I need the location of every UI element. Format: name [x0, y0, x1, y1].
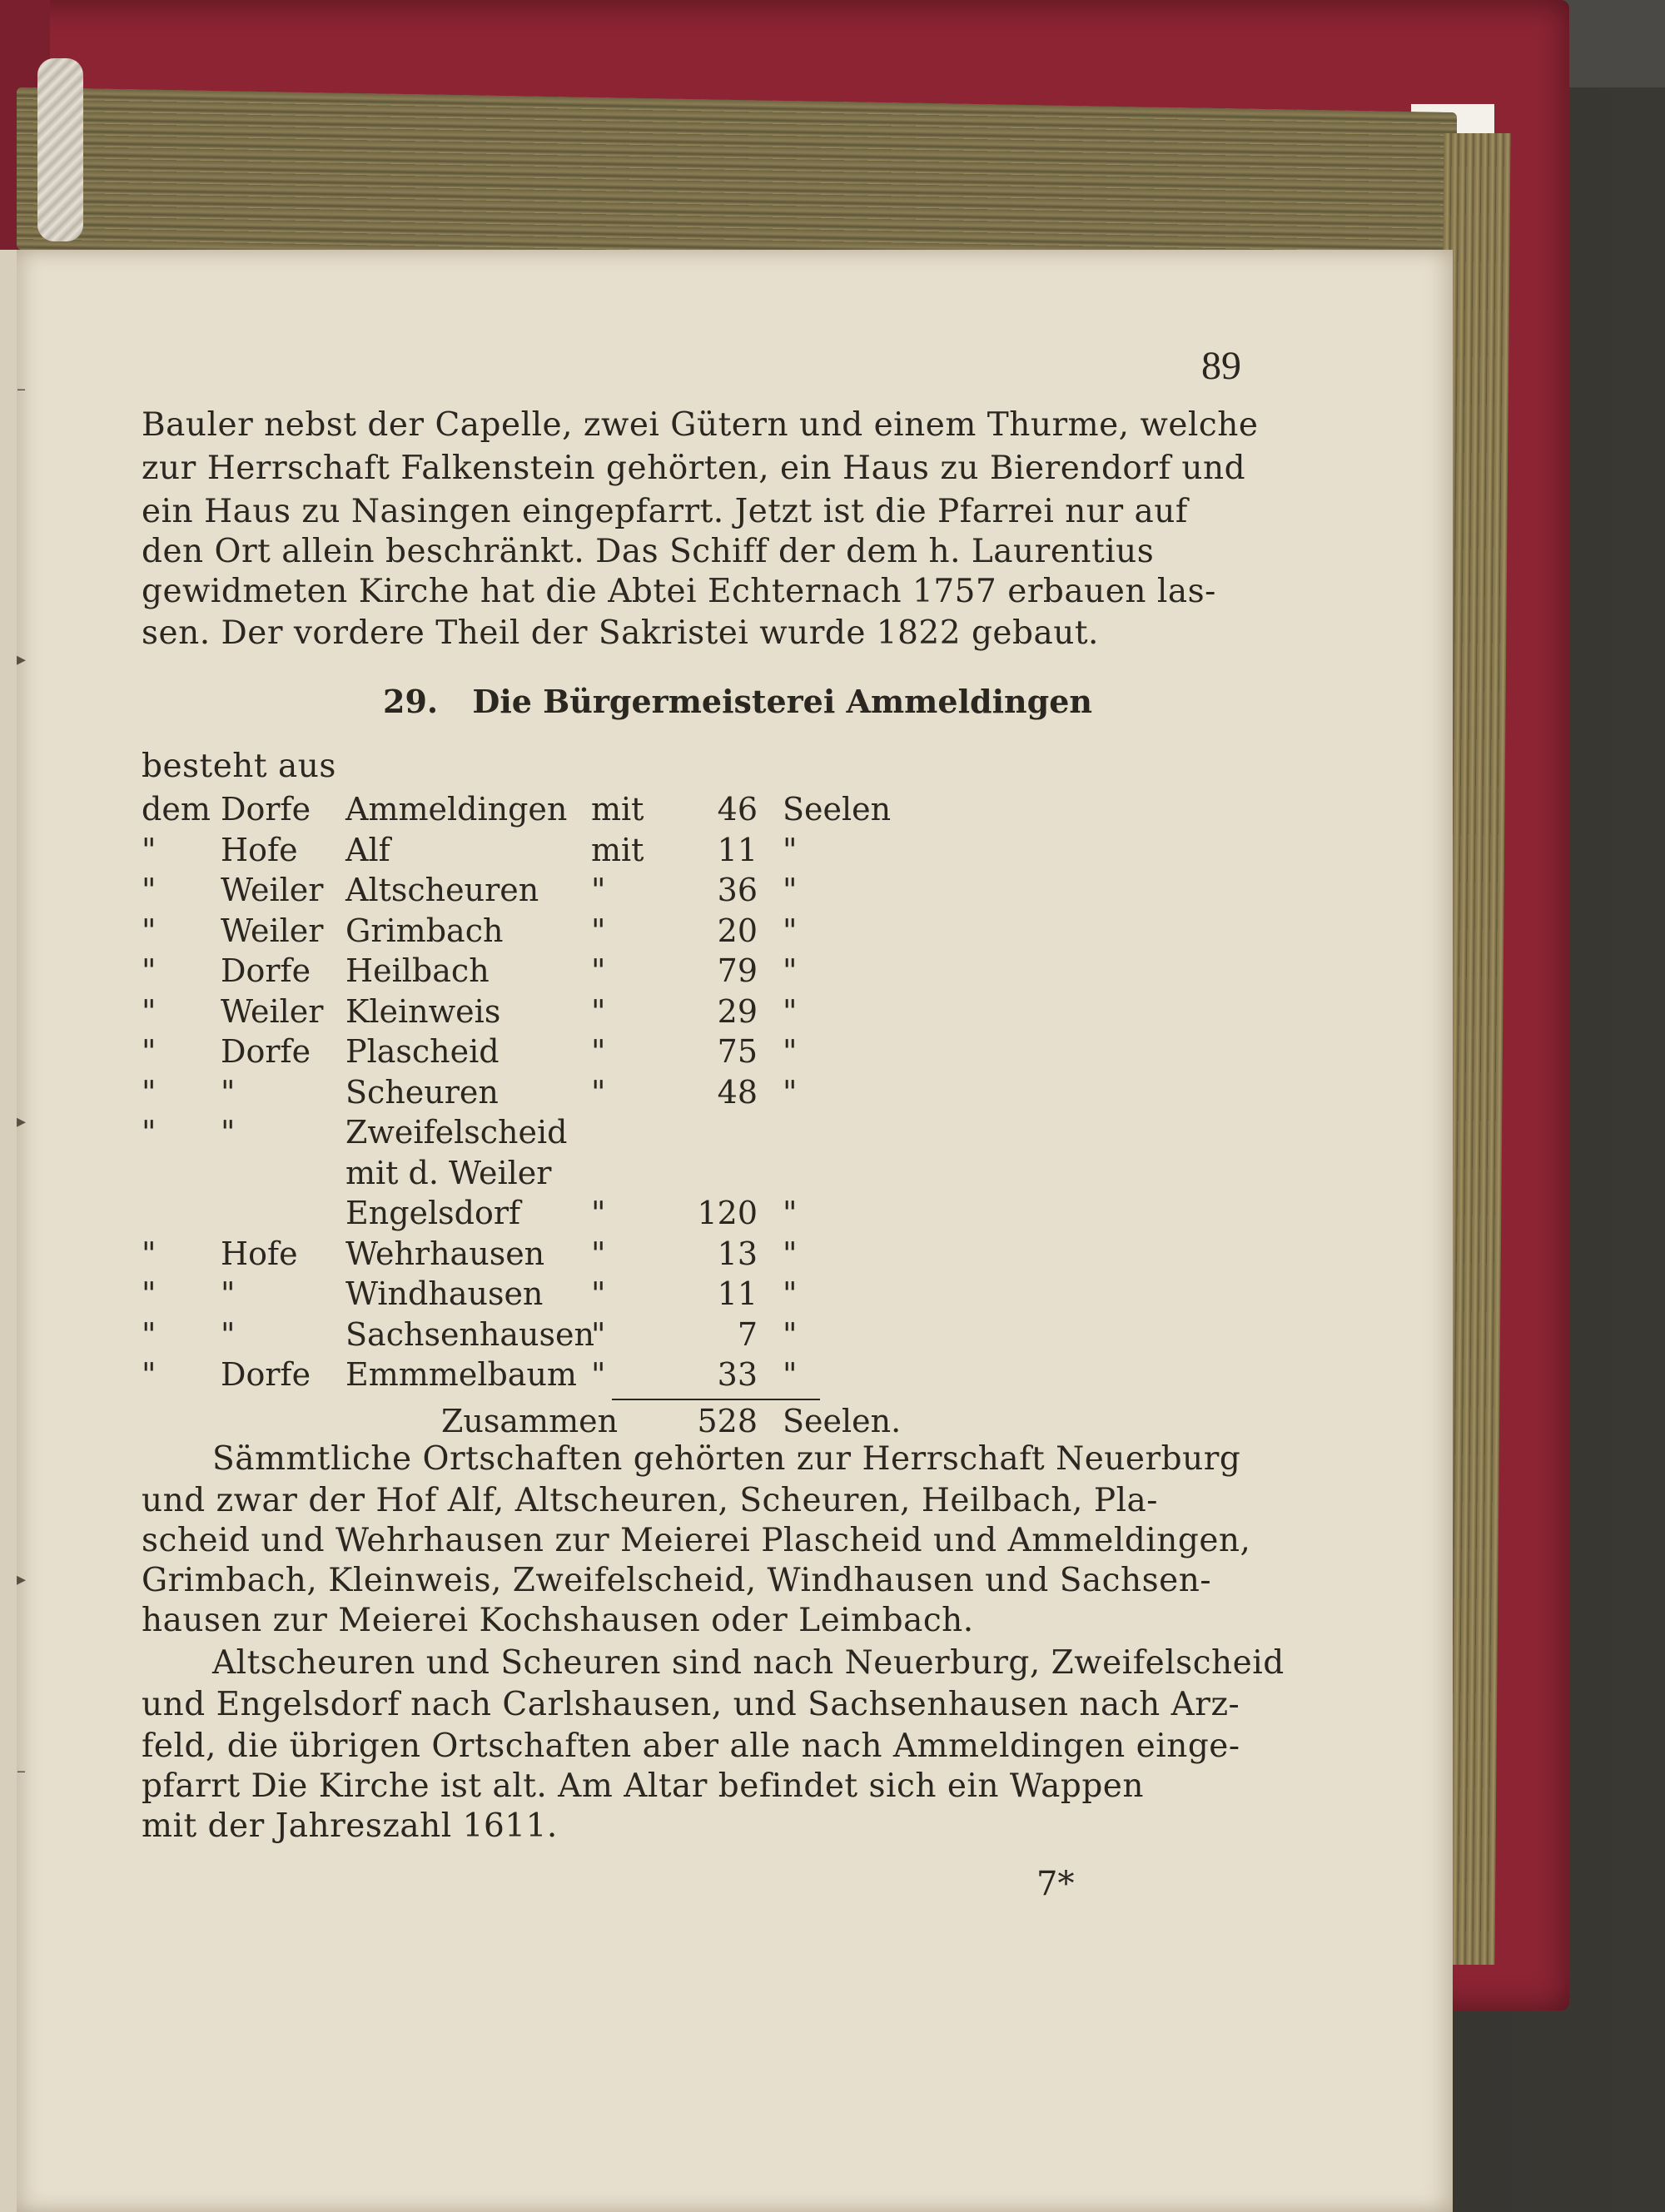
table-cell-c2: " [221, 1275, 236, 1312]
table-cell-c6: " [783, 952, 798, 989]
table-cell-c4: " [591, 1275, 606, 1312]
table-cell-c3: Emmmelbaum [345, 1356, 577, 1393]
table-cell-c6: " [783, 872, 798, 908]
table-cell-c3: Wehrhausen [345, 1235, 545, 1272]
table-cell-c3: Windhausen [345, 1275, 544, 1312]
table-cell-c3: Ammeldingen [345, 791, 568, 828]
table-cell-c6: " [783, 1315, 798, 1353]
margin-arrow: ▸ [17, 649, 27, 670]
margin-tick: – [17, 379, 26, 400]
table-row [142, 791, 974, 831]
table-cell-c6: " [783, 1275, 798, 1312]
total-unit: Seelen. [783, 1403, 902, 1439]
table-cell-c5: 79 [717, 952, 758, 989]
total-row [142, 1403, 974, 1443]
table-cell-c4: " [591, 1033, 606, 1070]
table-cell-c1: " [142, 992, 157, 1030]
table-row [142, 993, 974, 1033]
table-cell-c5: 29 [717, 992, 758, 1030]
table-cell-c2: " [221, 1315, 236, 1353]
table-row [142, 1033, 974, 1073]
table-cell-c4: mit [591, 831, 644, 868]
gilt-page-edges-top [17, 87, 1457, 275]
table-cell-c2: " [221, 1073, 236, 1111]
table-cell-c1: " [142, 1356, 157, 1393]
table-row [142, 1316, 974, 1356]
table-cell-c6: " [783, 1033, 798, 1070]
paragraph-line: zur Herrschaft Falkenstein gehörten, ein Haus zu Bierendorf und [142, 450, 1246, 487]
table-cell-c4: " [591, 912, 606, 949]
table-cell-c6: " [783, 831, 798, 868]
table-cell-c1: " [142, 831, 157, 868]
table-row [142, 872, 974, 912]
table-cell-c3: Kleinweis [345, 992, 501, 1030]
table-cell-c5: 33 [717, 1356, 758, 1393]
table-cell-c1: " [142, 952, 157, 989]
table-cell-c5: 11 [717, 831, 758, 868]
table-cell-c3: Altscheuren [345, 872, 539, 908]
paragraph-line: Bauler nebst der Capelle, zwei Gütern und einem Thurme, welche [142, 406, 1259, 444]
table-cell-c3: Plascheid [345, 1033, 500, 1070]
table-cell-c2: Weiler [221, 912, 324, 949]
table-cell-c2: Hofe [221, 831, 298, 868]
table-cell-c4: " [591, 1356, 606, 1393]
table-cell-c4: " [591, 872, 606, 908]
table-row [142, 832, 974, 872]
table-cell-c5: 36 [717, 872, 758, 908]
table-cell-c4: " [591, 1073, 606, 1111]
table-cell-c5: 120 [697, 1195, 758, 1231]
table-cell-c5: 13 [717, 1235, 758, 1272]
table-cell-c2: Weiler [221, 872, 324, 908]
table-cell-c1: " [142, 1114, 157, 1151]
table-intro: besteht aus [142, 748, 336, 785]
section-number: 29. [383, 683, 439, 720]
table-cell-c2: Dorfe [221, 952, 311, 989]
table-cell-c4: " [591, 952, 606, 989]
table-cell-c6: " [783, 912, 798, 949]
table-cell-c1: " [142, 912, 157, 949]
paragraph-line: und Engelsdorf nach Carlshausen, und Sachsenhausen nach Arz- [142, 1686, 1240, 1723]
table-row [142, 1074, 974, 1114]
paragraph-line: Grimbach, Kleinweis, Zweifelscheid, Windhausen und Sachsen- [142, 1562, 1212, 1599]
table-cell-c6: " [783, 1195, 798, 1231]
table-cell-c2: " [221, 1114, 236, 1151]
margin-tick: – [17, 1761, 26, 1782]
table-cell-c6: Seelen [783, 791, 892, 828]
table-cell-c4: " [591, 1195, 606, 1231]
paragraph-line: mit der Jahreszahl 1611. [142, 1807, 558, 1845]
table-cell-c3: Engelsdorf [345, 1195, 521, 1231]
table-cell-c5: 48 [717, 1073, 758, 1111]
table-cell-c1: " [142, 1033, 157, 1070]
paragraph-line: und zwar der Hof Alf, Altscheuren, Scheuren, Heilbach, Pla- [142, 1482, 1158, 1519]
table-cell-c1: " [142, 1315, 157, 1353]
section-title: Die Bürgermeisterei Ammeldingen [472, 683, 1093, 720]
table-cell-c6: " [783, 1356, 798, 1393]
table-cell-c5: 20 [717, 912, 758, 949]
table-cell-c4: " [591, 1315, 606, 1353]
table-row [142, 1195, 974, 1235]
section-heading [383, 683, 1092, 720]
signature-mark: 7* [1036, 1865, 1075, 1903]
table-cell-c2: Dorfe [221, 1356, 311, 1393]
table-cell-c1: dem [142, 791, 211, 828]
paragraph-line: hausen zur Meierei Kochshausen oder Leimbach. [142, 1602, 974, 1639]
table-row [142, 1114, 974, 1154]
table-cell-c5: 75 [717, 1033, 758, 1070]
table-cell-c4: " [591, 992, 606, 1030]
table-row [142, 912, 974, 952]
table-cell-c5: 7 [737, 1315, 758, 1353]
total-rule [612, 1399, 820, 1400]
table-row [142, 1356, 974, 1396]
table-cell-c2: Hofe [221, 1235, 298, 1272]
table-cell-c1: " [142, 1235, 157, 1272]
table-cell-c2: Weiler [221, 992, 324, 1030]
table-cell-c3: Sachsenhausen [345, 1315, 594, 1353]
paragraph-line: den Ort allein beschränkt. Das Schiff der dem h. Laurentius [142, 533, 1155, 570]
table-cell-c4: " [591, 1235, 606, 1272]
table-row [142, 1235, 974, 1275]
paragraph-line: Altscheuren und Scheuren sind nach Neuerburg, Zweifelscheid [212, 1644, 1285, 1682]
table-cell-c1: " [142, 872, 157, 908]
table-cell-c3: Grimbach [345, 912, 504, 949]
table-cell-c5: 11 [717, 1275, 758, 1312]
table-cell-c2: Dorfe [221, 791, 311, 828]
margin-arrow: ▸ [17, 1569, 27, 1590]
table-cell-c6: " [783, 1235, 798, 1272]
margin-arrow: ▸ [17, 1111, 27, 1132]
table-cell-c3: Scheuren [345, 1073, 499, 1111]
table-cell-c3: Zweifelscheid [345, 1114, 568, 1151]
paragraph-line: pfarrt Die Kirche ist alt. Am Altar befindet sich ein Wappen [142, 1767, 1144, 1805]
table-cell-c3: Heilbach [345, 952, 490, 989]
table-cell-c3: Alf [345, 831, 390, 868]
table-row [142, 952, 974, 992]
table-row [142, 1275, 974, 1315]
table-cell-c1: " [142, 1275, 157, 1312]
table-cell-c5: 46 [717, 791, 758, 828]
paragraph-line: Sämmtliche Ortschaften gehörten zur Herrschaft Neuerburg [212, 1440, 1241, 1478]
table-cell-c3: mit d. Weiler [345, 1154, 552, 1191]
paragraph-line: scheid und Wehrhausen zur Meierei Plascheid und Ammeldingen, [142, 1522, 1251, 1559]
paragraph-line: ein Haus zu Nasingen eingepfarrt. Jetzt ist die Pfarrei nur auf [142, 493, 1188, 530]
table-cell-c2: Dorfe [221, 1033, 311, 1070]
table-row [142, 1155, 974, 1195]
page-number: 89 [1201, 344, 1241, 388]
table-cell-c6: " [783, 992, 798, 1030]
table-cell-c4: mit [591, 791, 644, 828]
paragraph-line: feld, die übrigen Ortschaften aber alle nach Ammeldingen einge- [142, 1727, 1240, 1765]
bookmark-ribbon [37, 58, 83, 241]
total-value: 528 [697, 1403, 758, 1439]
paragraph-line: sen. Der vordere Theil der Sakristei wurde 1822 gebaut. [142, 614, 1099, 652]
paragraph-line: gewidmeten Kirche hat die Abtei Echternach 1757 erbauen las- [142, 573, 1216, 610]
table-cell-c1: " [142, 1073, 157, 1111]
table-cell-c6: " [783, 1073, 798, 1111]
total-label: Zusammen [441, 1403, 619, 1439]
